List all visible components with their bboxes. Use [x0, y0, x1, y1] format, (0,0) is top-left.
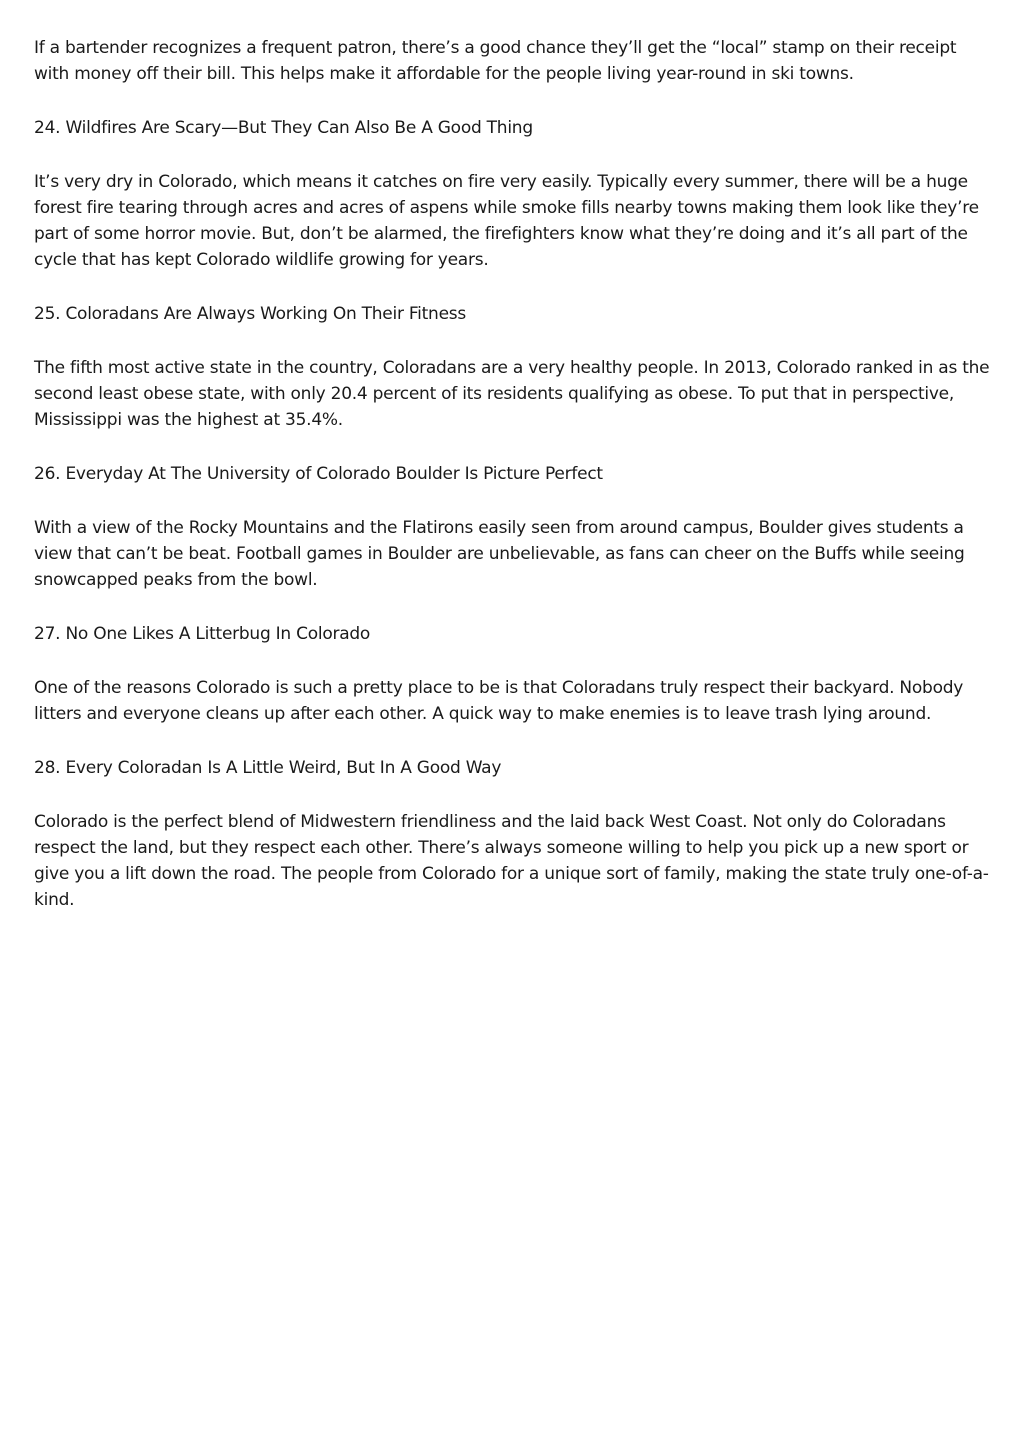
section-heading: 28. Every Coloradan Is A Little Weird, But In A Good Way	[34, 758, 502, 778]
section-heading: 24. Wildfires Are Scary—But They Can Also Be A Good Thing	[34, 118, 533, 138]
section-body: It’s very dry in Colorado, which means it catches on fire very easily. Typically every summer, there will be a huge forest fire tearing through acres and acres of aspens while smoke fills nearby towns making them look like they’re part of some horror movie. But, don’t be alarmed, the firefighters know what they’re doing and it’s all part of the cycle that has kept Colorado wildlife growing for years.	[34, 172, 979, 270]
section-body: With a view of the Rocky Mountains and the Flatirons easily seen from around campus, Boulder gives students a view that can’t be beat. Football games in Boulder are unbelievable, as fans can cheer on the Buffs while seeing snowcapped peaks from the bowl.	[34, 518, 965, 590]
section-26	[34, 461, 992, 593]
intro-paragraph: If a bartender recognizes a frequent patron, there’s a good chance they’ll get the “local” stamp on their receipt with money off their bill. This helps make it affordable for the people living year-round in ski towns.	[34, 38, 957, 84]
section-heading: 26. Everyday At The University of Colorado Boulder Is Picture Perfect	[34, 464, 603, 484]
section-27	[34, 621, 992, 727]
section-body: Colorado is the perfect blend of Midwestern friendliness and the laid back West Coast. Not only do Coloradans respect the land, but they respect each other. There’s always someone willing to help you pick up a new sport or give you a lift down the road. The people from Colorado for a unique sort of family, making the state truly one-of-a-kind.	[34, 812, 989, 910]
section-body: One of the reasons Colorado is such a pretty place to be is that Coloradans truly respect their backyard. Nobody litters and everyone cleans up after each other. A quick way to make enemies is to leave trash lying around.	[34, 678, 964, 724]
section-body: The fifth most active state in the country, Coloradans are a very healthy people. In 2013, Colorado ranked in as the second least obese state, with only 20.4 percent of its residents qualifying as obese. To put that in perspective, Mississippi was the highest at 35.4%.	[34, 358, 990, 430]
document-page	[34, 35, 992, 941]
section-heading: 25. Coloradans Are Always Working On Their Fitness	[34, 304, 466, 324]
section-heading: 27. No One Likes A Litterbug In Colorado	[34, 624, 371, 644]
section-28	[34, 755, 992, 913]
section-24	[34, 115, 992, 273]
section-25	[34, 301, 992, 433]
